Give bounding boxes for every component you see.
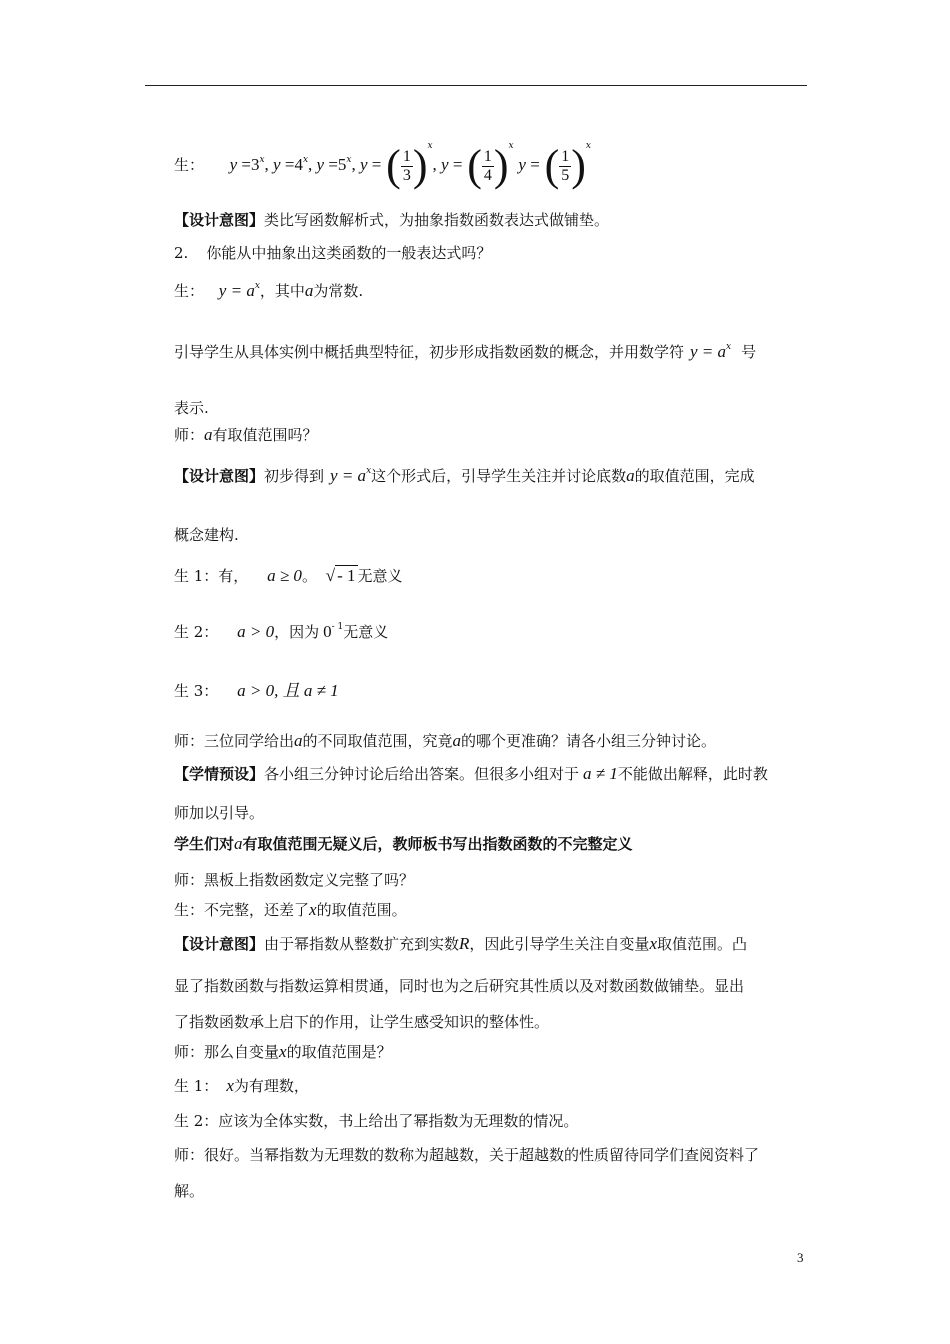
paragraph-text: 解。 xyxy=(174,1182,205,1200)
paragraph-line xyxy=(174,525,239,545)
math-base: 5 xyxy=(337,155,347,174)
paragraph-line xyxy=(174,1012,549,1032)
student-2-line xyxy=(174,1111,578,1131)
math-expression: a > 0 xyxy=(237,622,275,641)
teacher-question xyxy=(174,425,318,445)
math-var: R xyxy=(459,934,470,953)
math-comma: , xyxy=(351,155,360,174)
design-intent-2 xyxy=(174,466,755,486)
math-exp: x xyxy=(346,155,352,165)
speaker-label: 生 1： xyxy=(174,1077,219,1095)
math-expression: y = a xyxy=(330,466,367,485)
denominator: 5 xyxy=(561,166,570,184)
paragraph-text: ，其中 xyxy=(259,282,305,300)
paragraph-text: 为常数. xyxy=(313,282,364,300)
student-2-answer xyxy=(174,622,388,642)
paragraph-text: 号 xyxy=(741,343,757,361)
math-exp: x xyxy=(508,141,514,151)
paragraph-text: 师：黑板上指数函数定义完整了吗？ xyxy=(174,871,415,889)
math-expression: y = a xyxy=(690,342,727,361)
math-comma: , xyxy=(264,155,274,174)
speaker-label: 师：三位同学给出 xyxy=(174,732,295,750)
student-general-form xyxy=(174,281,363,301)
section-tag: 【设计意图】 xyxy=(174,211,265,229)
paragraph-text: 表示. xyxy=(174,399,209,417)
guide-paragraph xyxy=(174,342,756,362)
math-expression: a ≥ 0 xyxy=(267,566,302,585)
radicand: - 1 xyxy=(337,566,356,585)
section-tag: 【设计意图】 xyxy=(174,935,265,953)
paragraph-text: 生：不完整，还差了 xyxy=(174,901,310,919)
paragraph-text: 的不同取值范围，究竟 xyxy=(302,732,453,750)
teacher-discussion xyxy=(174,731,716,751)
teacher-line xyxy=(174,870,414,890)
paragraph-text: 的哪个更准确？请各小组三分钟讨论。 xyxy=(461,732,717,750)
header-rule xyxy=(145,85,807,86)
paragraph-text: 显了指数函数与指数运算相贯通，同时也为之后研究其性质以及对数函数做铺垫。显出 xyxy=(174,977,745,995)
speaker-label: 生 1：有， xyxy=(174,567,249,585)
numerator: 1 xyxy=(402,147,411,165)
numerator: 1 xyxy=(483,147,492,165)
numerator: 1 xyxy=(561,147,570,165)
paragraph-text: 的取值范围。 xyxy=(316,901,407,919)
paragraph-text: 由于幂指数从整数扩充到实数 xyxy=(264,935,460,953)
question-number: 2. xyxy=(174,244,189,262)
paragraph-text: ，因此引导学生关注自变量 xyxy=(469,935,650,953)
paren-close: ) xyxy=(571,141,586,190)
math-var: a xyxy=(452,731,462,750)
paragraph-text: 了指数函数承上启下的作用，让学生感受知识的整体性。 xyxy=(174,1013,550,1031)
paragraph-text: 的取值范围，完成 xyxy=(634,467,755,485)
question-2 xyxy=(174,243,491,263)
paragraph-text: 有取值范围无疑义后，教师板书写出指数函数的不完整定义 xyxy=(242,835,633,853)
section-tag: 【设计意图】 xyxy=(174,467,265,485)
student-1-answer: 生 1：有， a ≥ 0。 √ - 1 无意义 xyxy=(174,566,403,585)
math-op: = xyxy=(367,155,382,174)
page-number: 3 xyxy=(797,1250,804,1265)
math-comma: , xyxy=(432,155,442,174)
math-op: = xyxy=(237,155,251,174)
math-var: y xyxy=(441,155,449,174)
paren-open: ( xyxy=(467,141,482,190)
math-var: x xyxy=(279,1042,287,1061)
math-var: y xyxy=(316,155,325,174)
paragraph-text: 引导学生从具体实例中概括典型特征，初步形成指数函数的概念，并用数学符 xyxy=(174,343,685,361)
design-intent-3 xyxy=(174,934,747,954)
paragraph-text: 不能做出解释，此时教 xyxy=(617,765,768,783)
math-expression: a > 0, 且 a ≠ 1 xyxy=(237,681,339,700)
paragraph-text: 类比写函数解析式，为抽象指数函数表达式做铺垫。 xyxy=(264,211,610,229)
paragraph-text: 各小组三分钟讨论后给出答案。但很多小组对于 xyxy=(264,765,580,783)
math-var: x xyxy=(226,1076,234,1095)
math-var: a xyxy=(204,425,213,444)
math-base: 0 xyxy=(323,622,332,641)
paragraph-text: 学生们对 xyxy=(174,835,235,853)
math-comma: , xyxy=(308,155,317,174)
speaker-label: 生： xyxy=(174,282,205,300)
bold-statement xyxy=(174,834,633,854)
math-exp: - 1 xyxy=(331,622,344,632)
paragraph-text: 师加以引导。 xyxy=(174,804,265,822)
paragraph-text: 生 2：应该为全体实数，书上给出了幂指数为无理数的情况。 xyxy=(174,1112,579,1130)
math-exp: x xyxy=(366,466,372,476)
paragraph-text: 为有理数， xyxy=(233,1077,309,1095)
math-var: a xyxy=(234,834,243,853)
paragraph-text: 初步得到 xyxy=(264,467,325,485)
paragraph-line xyxy=(174,803,264,823)
paragraph-text: 取值范围。凸 xyxy=(656,935,747,953)
student-answer-examples xyxy=(174,143,591,188)
math-var: a xyxy=(304,281,314,300)
math-op: = xyxy=(448,155,463,174)
paragraph-text: 这个形式后，引导学生关注并讨论底数 xyxy=(371,467,627,485)
denominator: 4 xyxy=(483,166,492,184)
student-line xyxy=(174,900,407,920)
fraction xyxy=(559,148,571,185)
student-1-line xyxy=(174,1076,309,1096)
teacher-line xyxy=(174,1042,392,1062)
math-expression: y = a xyxy=(218,281,255,300)
math-op: = xyxy=(280,155,295,174)
speaker-label: 生： xyxy=(174,156,205,174)
learning-preset xyxy=(174,764,768,784)
math-exp: x xyxy=(585,141,591,151)
math-base: 3 xyxy=(250,155,260,174)
paragraph-text: ，因为 xyxy=(274,623,320,641)
speaker-label: 生 3： xyxy=(174,682,219,700)
math-exp: x xyxy=(254,281,260,291)
math-var: y xyxy=(518,155,526,174)
math-var: y xyxy=(229,155,238,174)
paragraph-text: 概念建构. xyxy=(174,526,239,544)
math-exp: x xyxy=(427,141,433,151)
paragraph-text: 你能从中抽象出这类函数的一般表达式吗？ xyxy=(206,244,492,262)
paren-open: ( xyxy=(386,141,401,190)
denominator: 3 xyxy=(402,166,411,184)
math-exp: x xyxy=(726,342,732,352)
paragraph-line xyxy=(174,1181,204,1201)
math-var: a xyxy=(626,466,635,485)
design-intent-1 xyxy=(174,210,609,230)
math-var: a xyxy=(294,731,303,750)
paragraph-text: 师：那么自变量 xyxy=(174,1043,280,1061)
paren-close: ) xyxy=(493,141,509,190)
paragraph-line xyxy=(174,976,744,996)
teacher-line xyxy=(174,1145,759,1165)
math-op: = xyxy=(525,155,540,174)
paragraph-text: 的取值范围是？ xyxy=(286,1043,392,1061)
section-tag: 【学情预设】 xyxy=(174,765,265,783)
fraction xyxy=(401,148,413,185)
paragraph-text: 无意义 xyxy=(357,567,403,585)
math-var: y xyxy=(273,155,281,174)
math-op: = xyxy=(324,155,338,174)
math-var: x xyxy=(649,934,657,953)
paren-close: ) xyxy=(412,141,428,190)
math-var: x xyxy=(309,900,317,919)
paren-open: ( xyxy=(544,141,560,190)
student-3-answer xyxy=(174,681,339,701)
paragraph-text: 无意义 xyxy=(343,623,389,641)
math-exp: x xyxy=(259,155,265,165)
paragraph-text: 师：很好。当幂指数为无理数的数称为超越数，关于超越数的性质留待同学们查阅资料了 xyxy=(174,1146,760,1164)
math-expression: a ≠ 1 xyxy=(583,764,618,783)
punctuation: 。 xyxy=(301,567,317,585)
paragraph-line xyxy=(174,398,209,418)
math-base: 4 xyxy=(294,155,303,174)
math-exp: x xyxy=(302,155,309,165)
speaker-label: 师： xyxy=(174,426,205,444)
paragraph-text: 有取值范围吗？ xyxy=(212,426,318,444)
speaker-label: 生 2： xyxy=(174,623,219,641)
math-var: y xyxy=(359,155,368,174)
fraction xyxy=(482,148,494,185)
